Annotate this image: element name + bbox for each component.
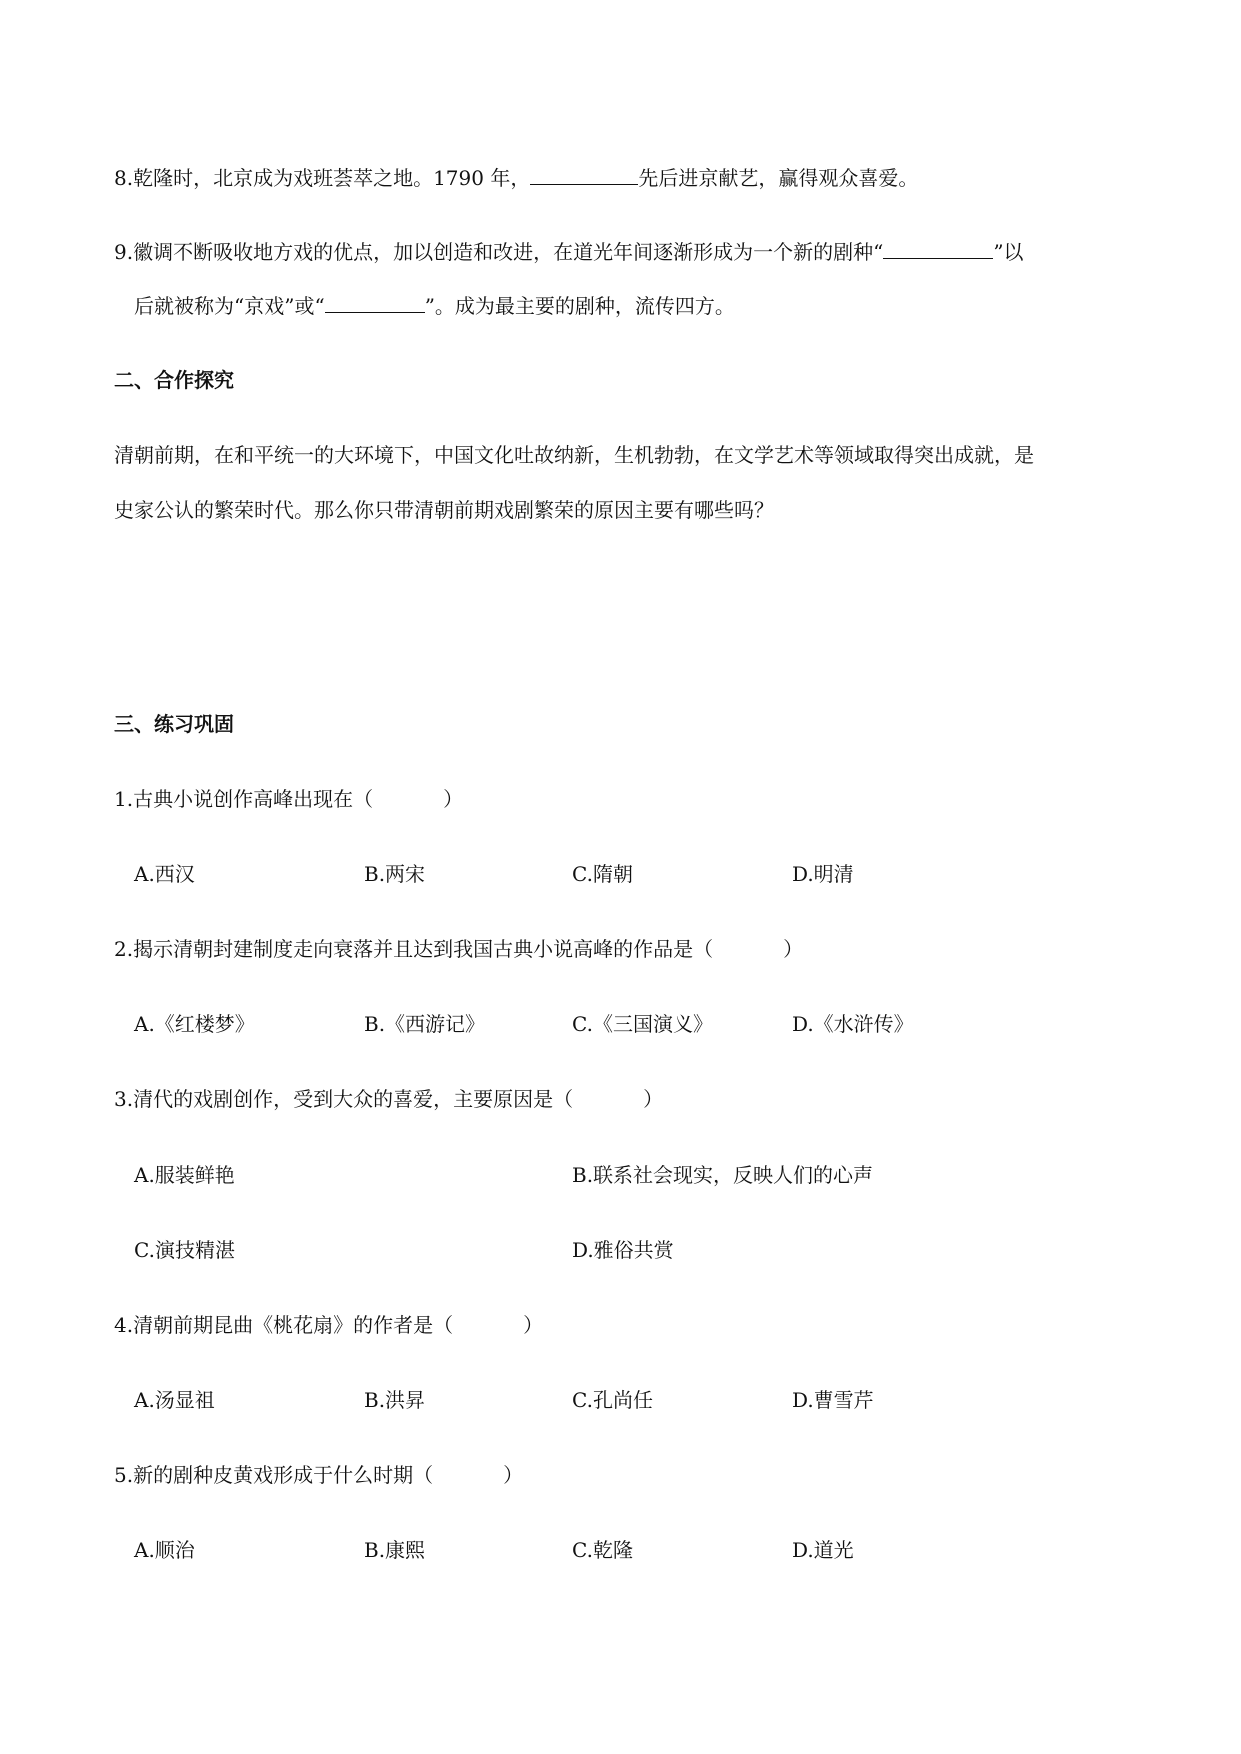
section-2-paragraph-line1: 清朝前期，在和平统一的大环境下，中国文化吐故纳新，生机勃勃，在文学艺术等领域取得突出成就，是 <box>114 443 1034 467</box>
option-c[interactable]: C.隋朝 <box>572 862 633 886</box>
question-stem <box>114 785 463 813</box>
question-8-suffix: 先后进京献艺，赢得观众喜爱。 <box>638 166 919 190</box>
question-8 <box>114 164 918 192</box>
question-9-prefix: 9.徽调不断吸收地方戏的优点，加以创造和改进，在道光年间逐渐形成为一个新的剧种“ <box>114 240 884 264</box>
question-close-paren: ） <box>443 787 464 811</box>
option-c[interactable]: C.演技精湛 <box>134 1238 235 1262</box>
answer-blank[interactable] <box>883 238 993 259</box>
option-d[interactable]: D.曹雪芹 <box>792 1388 874 1412</box>
question-text: 2.揭示清朝封建制度走向衰落并且达到我国古典小说高峰的作品是（ <box>114 937 714 961</box>
answer-blank[interactable] <box>530 164 638 185</box>
option-b[interactable]: B.两宋 <box>364 862 426 886</box>
question-8-prefix: 8.乾隆时，北京成为戏班荟萃之地。1790 年， <box>114 166 531 190</box>
question-9-line2-prefix: 后就被称为“京戏”或“ <box>134 294 325 318</box>
option-a[interactable]: A.顺治 <box>134 1538 195 1562</box>
option-c[interactable]: C.乾隆 <box>572 1538 633 1562</box>
option-d[interactable]: D.道光 <box>792 1538 854 1562</box>
option-b[interactable]: B.康熙 <box>364 1538 426 1562</box>
question-stem <box>114 1085 663 1113</box>
option-d[interactable]: D.明清 <box>792 862 854 886</box>
question-text: 3.清代的戏剧创作，受到大众的喜爱，主要原因是（ <box>114 1087 574 1111</box>
answer-blank[interactable] <box>325 292 425 313</box>
option-a[interactable]: A.汤显祖 <box>134 1388 215 1412</box>
question-9-line2 <box>134 292 735 320</box>
question-close-paren: ） <box>503 1463 524 1487</box>
question-close-paren: ） <box>523 1313 544 1337</box>
question-text: 4.清朝前期昆曲《桃花扇》的作者是（ <box>114 1313 454 1337</box>
question-stem <box>114 1461 523 1489</box>
option-c[interactable]: C.孔尚任 <box>572 1388 653 1412</box>
option-b[interactable]: B.洪昇 <box>364 1388 426 1412</box>
section-2-heading: 二、合作探究 <box>114 368 234 392</box>
section-2-paragraph-line2: 史家公认的繁荣时代。那么你只带清朝前期戏剧繁荣的原因主要有哪些吗？ <box>114 498 774 522</box>
question-9-line2-suffix: ”。成为最主要的剧种，流传四方。 <box>424 294 735 318</box>
option-a[interactable]: A.《红楼梦》 <box>134 1012 255 1036</box>
question-9-line1 <box>114 238 1024 266</box>
question-stem <box>114 1311 543 1339</box>
option-c[interactable]: C.《三国演义》 <box>572 1012 713 1036</box>
question-text: 5.新的剧种皮黄戏形成于什么时期（ <box>114 1463 434 1487</box>
question-close-paren: ） <box>643 1087 664 1111</box>
option-a[interactable]: A.服装鲜艳 <box>134 1163 235 1187</box>
option-d[interactable]: D.《水浒传》 <box>792 1012 914 1036</box>
option-b[interactable]: B.联系社会现实，反映人们的心声 <box>572 1163 874 1187</box>
question-close-paren: ） <box>783 937 804 961</box>
option-d[interactable]: D.雅俗共赏 <box>572 1238 674 1262</box>
section-3-heading: 三、练习巩固 <box>114 712 234 736</box>
option-b[interactable]: B.《西游记》 <box>364 1012 486 1036</box>
question-stem <box>114 935 803 963</box>
question-text: 1.古典小说创作高峰出现在（ <box>114 787 374 811</box>
question-9-suffix: ”以 <box>993 240 1024 264</box>
option-a[interactable]: A.西汉 <box>134 862 195 886</box>
